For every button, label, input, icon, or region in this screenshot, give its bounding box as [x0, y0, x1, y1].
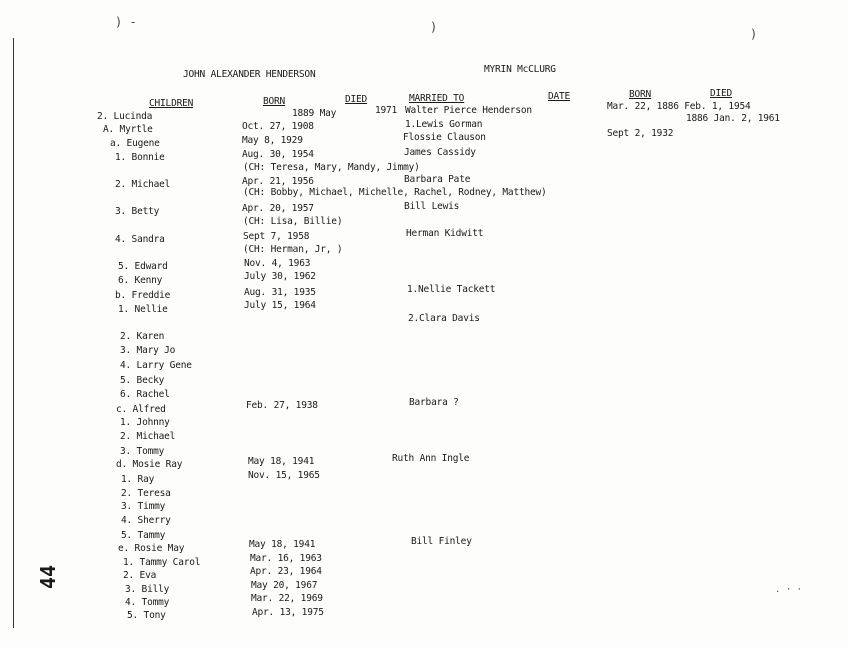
child-name: a. Eugene [110, 138, 160, 149]
col-date: DATE [548, 91, 571, 102]
born-date: Aug. 31, 1935 [244, 287, 316, 298]
married-to: James Cassidy [404, 147, 476, 158]
children-note: (CH: Herman, Jr, ) [243, 244, 343, 255]
married-to: Walter Pierce Henderson [405, 105, 532, 116]
child-name: 1. Nellie [118, 304, 168, 315]
married-to: 1.Nellie Tackett [407, 284, 496, 295]
child-name: 2. Karen [120, 331, 165, 342]
born-date: Feb. 27, 1938 [246, 400, 318, 411]
child-name: 2. Lucinda [97, 111, 153, 122]
married-to: 1.Lewis Gorman [405, 119, 483, 130]
married-to: Bill Lewis [404, 201, 460, 212]
child-name: 2. Eva [123, 570, 157, 581]
paper-mark: ) [430, 20, 438, 34]
child-name: 4. Sherry [121, 515, 171, 526]
born-date: Oct. 27, 1908 [242, 121, 314, 132]
page-number: 44 [36, 564, 61, 590]
born-date: Nov. 15, 1965 [248, 470, 320, 481]
child-name: 3. Betty [115, 206, 160, 217]
born-date: Mar. 16, 1963 [250, 553, 322, 564]
born-date: Nov. 4, 1963 [244, 258, 311, 269]
children-note: (CH: Teresa, Mary, Mandy, Jimmy) [243, 162, 420, 173]
married-to: Barbara ? [409, 397, 459, 408]
child-name: 3. Mary Jo [120, 345, 176, 356]
children-note: (CH: Lisa, Billie) [243, 216, 343, 227]
born-date: Sept 7, 1958 [243, 231, 310, 242]
married-to: Bill Finley [411, 536, 472, 547]
married-to: Barbara Pate [404, 174, 471, 185]
born-date: May 20, 1967 [251, 580, 318, 591]
child-name: 4. Larry Gene [120, 360, 192, 371]
child-name: 5. Tammy [121, 530, 166, 541]
child-name: 4. Sandra [115, 234, 165, 245]
col-children: CHILDREN [149, 98, 194, 109]
child-name: 6. Rachel [120, 389, 170, 400]
married-to: 2.Clara Davis [408, 313, 480, 324]
child-name: 2. Teresa [121, 488, 171, 499]
born-date: Apr. 23, 1964 [250, 566, 322, 577]
born-date: Mar. 22, 1969 [251, 593, 323, 604]
col-died: DIED [345, 94, 368, 105]
child-name: A. Myrtle [103, 124, 153, 135]
child-name: 1. Tammy Carol [123, 557, 201, 568]
col-married-to: MARRIED TO [409, 93, 465, 104]
spouse-dates: Mar. 22, 1886 Feb. 1, 1954 [607, 101, 751, 112]
married-to: Herman Kidwitt [406, 228, 484, 239]
col-spouse-born: BORN [629, 89, 652, 100]
child-name: 5. Tony [127, 610, 166, 621]
husband-name: JOHN ALEXANDER HENDERSON [183, 69, 316, 80]
born-date: Aug. 30, 1954 [242, 149, 314, 160]
born-date: July 30, 1962 [244, 271, 316, 282]
child-name: 6. Kenny [118, 275, 163, 286]
paper-mark: . · · [775, 585, 803, 595]
child-name: b. Freddie [115, 290, 171, 301]
born-date: 1889 May [292, 108, 337, 119]
born-date: Apr. 13, 1975 [252, 607, 324, 618]
child-name: 3. Timmy [121, 501, 166, 512]
paper-mark: ) [750, 27, 758, 41]
child-name: 1. Bonnie [115, 152, 165, 163]
died-date: 1971 [375, 105, 398, 116]
col-born: BORN [263, 96, 286, 107]
child-name: 4. Tommy [125, 597, 170, 608]
child-name: 3. Tommy [120, 446, 165, 457]
child-name: 1. Ray [121, 474, 155, 485]
born-date: May 18, 1941 [248, 456, 315, 467]
child-name: e. Rosie May [118, 543, 185, 554]
child-name: d. Mosie Ray [116, 459, 183, 470]
paper-mark: ) - [115, 15, 137, 29]
spouse-dates: Sept 2, 1932 [607, 128, 674, 139]
children-note: (CH: Bobby, Michael, Michelle, Rachel, Rodney, Matthew) [243, 187, 547, 198]
spouse-dates: 1886 Jan. 2, 1961 [686, 113, 780, 124]
child-name: 5. Becky [120, 375, 165, 386]
wife-name: MYRIN McCLURG [484, 64, 556, 75]
born-date: May 18, 1941 [249, 539, 316, 550]
born-date: Apr. 20, 1957 [242, 203, 314, 214]
left-margin-rule [13, 38, 14, 628]
child-name: 2. Michael [120, 431, 176, 442]
child-name: 2. Michael [115, 179, 171, 190]
child-name: 5. Edward [118, 261, 168, 272]
born-date: Apr. 21, 1956 [242, 176, 314, 187]
child-name: 3. Billy [125, 584, 170, 595]
col-spouse-died: DIED [710, 88, 733, 99]
married-to: Flossie Clauson [403, 132, 486, 143]
child-name: 1. Johnny [120, 417, 170, 428]
born-date: July 15, 1964 [244, 300, 316, 311]
married-to: Ruth Ann Ingle [392, 453, 470, 464]
child-name: c. Alfred [116, 404, 166, 415]
born-date: May 8, 1929 [242, 135, 303, 146]
